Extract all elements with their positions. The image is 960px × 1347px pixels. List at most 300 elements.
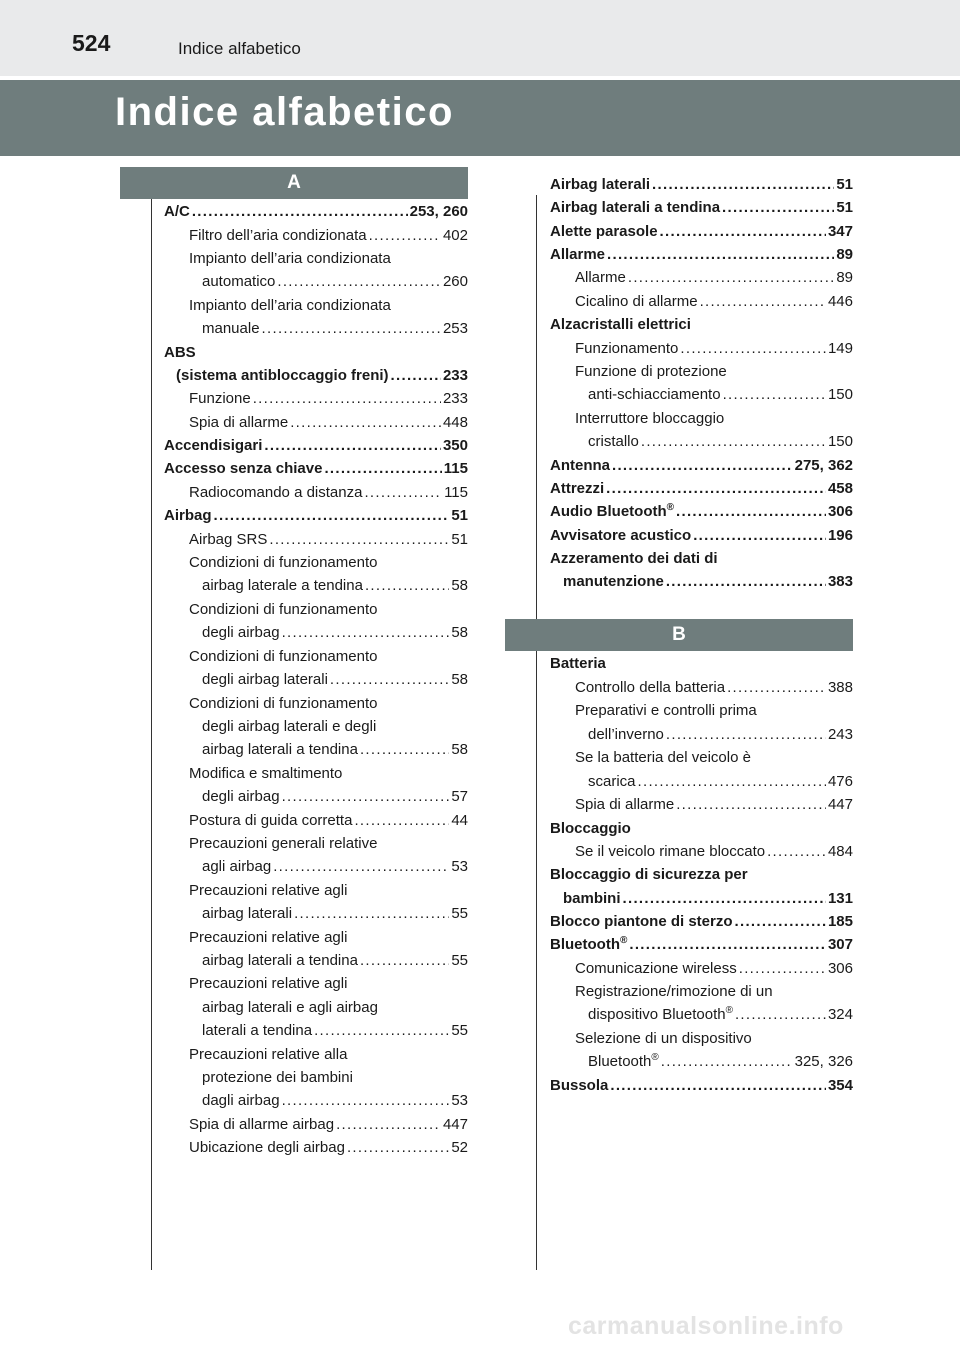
index-entry	[202, 319, 468, 339]
entry-term	[575, 982, 773, 1002]
entry-text: Allarme	[575, 269, 626, 286]
index-entry	[202, 951, 468, 971]
entry-page-ref: 260	[442, 273, 468, 290]
index-entry	[189, 1115, 468, 1135]
entry-term	[550, 819, 631, 839]
entry-page-ref: 307	[827, 936, 853, 953]
index-entry	[575, 795, 853, 815]
entry-text: Condizioni di funzionamento	[189, 554, 378, 571]
entry-text: Condizioni di funzionamento	[189, 648, 378, 665]
index-entry	[189, 834, 468, 854]
entry-term	[189, 974, 347, 994]
entry-term	[202, 272, 275, 292]
page-number: 524	[72, 30, 111, 56]
entry-term	[575, 362, 727, 382]
index-entry	[588, 432, 853, 452]
index-entry	[550, 865, 853, 885]
entry-text: dagli airbag	[202, 1092, 280, 1109]
entry-term	[189, 296, 391, 316]
entry-term	[189, 811, 352, 831]
entry-term	[189, 1045, 347, 1065]
entry-term	[202, 1091, 280, 1111]
dot-leader	[364, 483, 442, 503]
index-entry	[575, 842, 853, 862]
dot-leader	[739, 959, 826, 979]
entry-page-ref: 55	[451, 905, 468, 922]
entry-text: Blocco piantone di sterzo	[550, 913, 733, 930]
index-entry	[189, 764, 468, 784]
index-entry	[550, 526, 853, 546]
entry-page-ref: 446	[827, 293, 853, 310]
entry-term	[202, 1068, 353, 1088]
entry-term	[202, 998, 378, 1018]
entry-page-ref: 484	[827, 843, 853, 860]
index-entry	[164, 436, 468, 456]
entry-term	[575, 795, 674, 815]
entry-page-ref: 275, 362	[794, 457, 853, 474]
entry-text: Preparativi e controlli prima	[575, 702, 757, 719]
dot-leader	[693, 526, 826, 546]
dot-leader	[282, 623, 450, 643]
index-entry	[189, 226, 468, 246]
index-entry	[202, 717, 468, 737]
entry-text: bambini	[563, 890, 621, 907]
dot-leader	[253, 389, 441, 409]
entry-term	[202, 951, 358, 971]
entry-page-ref: 447	[827, 796, 853, 813]
section-b-header	[505, 619, 853, 651]
entry-term	[550, 549, 718, 569]
entry-text: Cicalino di allarme	[575, 293, 698, 310]
entry-text: Bluetooth	[588, 1053, 652, 1070]
index-entry	[189, 881, 468, 901]
dot-leader	[214, 506, 450, 526]
entry-page-ref: 253, 260	[409, 203, 468, 220]
entry-text: Airbag	[164, 507, 212, 524]
index-entry	[164, 343, 468, 363]
entry-term	[575, 339, 678, 359]
entry-term	[189, 694, 377, 714]
entry-text: (sistema antibloccaggio freni)	[176, 367, 389, 384]
entry-page-ref: 53	[451, 858, 468, 875]
dot-leader	[324, 459, 441, 479]
entry-term	[202, 740, 358, 760]
entry-page-ref: 354	[827, 1077, 853, 1094]
index-entry	[575, 292, 853, 312]
registered-mark: ®	[725, 1005, 733, 1016]
index-entry	[575, 678, 853, 698]
entry-text: degli airbag	[202, 624, 280, 641]
entry-text: Avvisatore acustico	[550, 527, 692, 544]
dot-leader	[676, 502, 826, 522]
dot-leader	[638, 772, 826, 792]
entry-text: degli airbag	[202, 788, 280, 805]
entry-text: Funzionamento	[575, 340, 679, 357]
entry-page-ref: 51	[451, 531, 468, 548]
entry-page-ref: 44	[451, 812, 468, 829]
entry-page-ref: 58	[451, 671, 468, 688]
index-entry	[189, 647, 468, 667]
entry-term	[189, 226, 367, 246]
entry-page-ref: 243	[827, 726, 853, 743]
entry-text: Spia di allarme	[575, 796, 675, 813]
entry-text: manuale	[202, 320, 260, 337]
entry-text: manutenzione	[563, 573, 664, 590]
index-entry	[563, 889, 853, 909]
entry-term	[550, 175, 650, 195]
entry-text: Se il veicolo rimane bloccato	[575, 843, 766, 860]
entry-term	[164, 506, 212, 526]
entry-text: ABS	[164, 344, 196, 361]
index-entry	[189, 389, 468, 409]
dot-leader	[294, 904, 449, 924]
dot-leader	[273, 857, 449, 877]
entry-term	[164, 202, 190, 222]
entry-term	[189, 881, 347, 901]
entry-term	[202, 670, 328, 690]
entry-text: Impianto dell’aria condizionata	[189, 297, 391, 314]
index-entry	[164, 506, 468, 526]
index-entry	[550, 502, 853, 522]
index-entry	[575, 959, 853, 979]
entry-page-ref: 58	[451, 624, 468, 641]
dot-leader	[623, 889, 826, 909]
entry-text: Radiocomando a distanza	[189, 484, 363, 501]
entry-term	[550, 1076, 608, 1096]
entry-text: Ubicazione degli airbag	[189, 1139, 345, 1156]
entry-term	[588, 1052, 659, 1072]
index-entry	[563, 572, 853, 592]
entry-page-ref: 402	[442, 227, 468, 244]
entry-text: Bloccaggio di sicurezza per	[550, 866, 748, 883]
dot-leader	[314, 1021, 449, 1041]
dot-leader	[727, 678, 826, 698]
entry-term	[575, 842, 765, 862]
entry-term	[575, 292, 698, 312]
dot-leader	[354, 811, 449, 831]
section-letter-b: B	[505, 619, 853, 651]
index-entry	[588, 725, 853, 745]
entry-term	[550, 935, 627, 955]
dot-leader	[282, 1091, 450, 1111]
entry-text: Bloccaggio	[550, 820, 631, 837]
dot-leader	[330, 670, 449, 690]
entry-text: degli airbag laterali	[202, 671, 328, 688]
dot-leader	[192, 202, 408, 222]
entry-term	[550, 654, 606, 674]
entry-text: Filtro dell’aria condizionata	[189, 227, 367, 244]
entry-term	[575, 409, 724, 429]
index-entry	[550, 175, 853, 195]
entry-term	[575, 959, 737, 979]
entry-term	[189, 389, 251, 409]
index-entry	[550, 456, 853, 476]
entry-text: dispositivo Bluetooth	[588, 1006, 726, 1023]
entry-term	[202, 576, 363, 596]
dot-leader	[767, 842, 826, 862]
entry-term	[189, 483, 362, 503]
index-entry	[189, 296, 468, 316]
entry-term	[550, 245, 605, 265]
entry-term	[202, 1021, 312, 1041]
dot-leader	[391, 366, 441, 386]
registered-mark: ®	[619, 935, 628, 946]
dot-leader	[661, 1052, 793, 1072]
index-entry	[550, 549, 853, 569]
index-entry	[164, 459, 468, 479]
entry-text: Precauzioni relative agli	[189, 882, 348, 899]
entry-text: Interruttore bloccaggio	[575, 410, 725, 427]
entry-page-ref: 51	[451, 507, 468, 524]
index-entry	[202, 857, 468, 877]
index-entry	[575, 362, 853, 382]
dot-leader	[264, 436, 441, 456]
section-a-header	[120, 167, 468, 199]
entry-text: Registrazione/rimozione di un	[575, 983, 773, 1000]
entry-term	[550, 865, 748, 885]
index-entry	[189, 249, 468, 269]
entry-term	[202, 904, 292, 924]
dot-leader	[610, 1076, 826, 1096]
entry-text: Audio Bluetooth	[550, 503, 667, 520]
index-entry	[588, 772, 853, 792]
entry-page-ref: 89	[836, 269, 853, 286]
dot-leader	[262, 319, 441, 339]
entry-page-ref: 52	[451, 1139, 468, 1156]
entry-term	[575, 701, 757, 721]
entry-term	[550, 502, 674, 522]
dot-leader	[360, 951, 449, 971]
entry-term	[189, 928, 347, 948]
dot-leader	[628, 268, 834, 288]
entry-term	[202, 717, 376, 737]
entry-page-ref: 458	[827, 480, 853, 497]
entry-page-ref: 150	[827, 386, 853, 403]
entry-term	[575, 678, 725, 698]
dot-leader	[666, 725, 826, 745]
entry-term	[575, 748, 751, 768]
dot-leader	[269, 530, 449, 550]
entry-term	[550, 222, 658, 242]
entry-term	[189, 764, 342, 784]
entry-text: Spia di allarme	[189, 414, 289, 431]
entry-page-ref: 149	[827, 340, 853, 357]
entry-text: cristallo	[588, 433, 639, 450]
entry-page-ref: 383	[827, 573, 853, 590]
index-entry	[575, 748, 853, 768]
entry-page-ref: 55	[451, 952, 468, 969]
entry-page-ref: 55	[451, 1022, 468, 1039]
dot-leader	[606, 479, 826, 499]
entry-text: Bluetooth	[550, 936, 620, 953]
entry-page-ref: 306	[827, 503, 853, 520]
index-entry	[189, 483, 468, 503]
entry-text: airbag laterale a tendina	[202, 577, 363, 594]
entry-text: airbag laterali a tendina	[202, 741, 358, 758]
entry-text: Condizioni di funzionamento	[189, 601, 378, 618]
entry-text: Se la batteria del veicolo è	[575, 749, 751, 766]
index-entry	[189, 694, 468, 714]
entry-term	[189, 553, 377, 573]
entry-text: laterali a tendina	[202, 1022, 313, 1039]
entry-page-ref: 233	[442, 367, 468, 384]
index-entry	[202, 740, 468, 760]
entry-page-ref: 57	[451, 788, 468, 805]
column-rule-right	[536, 195, 537, 1270]
entry-page-ref: 58	[451, 577, 468, 594]
index-entry	[550, 935, 853, 955]
entry-term	[164, 436, 262, 456]
dot-leader	[641, 432, 826, 452]
entry-text: Accesso senza chiave	[164, 460, 323, 477]
index-entry	[550, 245, 853, 265]
entry-term	[189, 413, 288, 433]
entry-text: Bussola	[550, 1077, 609, 1094]
dot-leader	[612, 456, 793, 476]
index-entry	[189, 530, 468, 550]
entry-page-ref: 233	[442, 390, 468, 407]
entry-text: Airbag laterali	[550, 176, 651, 193]
entry-text: agli airbag	[202, 858, 272, 875]
index-entry	[202, 272, 468, 292]
dot-leader	[369, 226, 441, 246]
entry-page-ref: 447	[442, 1116, 468, 1133]
dot-leader	[666, 572, 826, 592]
entry-text: scarica	[588, 773, 636, 790]
dot-leader	[277, 272, 441, 292]
entry-text: Modifica e smaltimento	[189, 765, 343, 782]
entry-text: Controllo della batteria	[575, 679, 726, 696]
dot-leader	[347, 1138, 449, 1158]
dot-leader	[365, 576, 449, 596]
entry-page-ref: 476	[827, 773, 853, 790]
entry-term	[189, 600, 377, 620]
index-entry	[202, 904, 468, 924]
entry-term	[550, 315, 691, 335]
entry-text: airbag laterali	[202, 905, 293, 922]
dot-leader	[676, 795, 826, 815]
index-entry	[189, 600, 468, 620]
index-entry	[189, 553, 468, 573]
dot-leader	[629, 935, 826, 955]
entry-text: Alzacristalli elettrici	[550, 316, 691, 333]
column-rule-left	[151, 195, 152, 1270]
entry-term	[550, 198, 720, 218]
dot-leader	[652, 175, 834, 195]
index-entry	[550, 654, 853, 674]
index-entry	[575, 701, 853, 721]
entry-page-ref: 325, 326	[794, 1053, 853, 1070]
entry-page-ref: 350	[442, 437, 468, 454]
index-entry	[575, 982, 853, 1002]
entry-term	[550, 456, 610, 476]
dot-leader	[282, 787, 450, 807]
entry-page-ref: 185	[827, 913, 853, 930]
entry-term	[588, 385, 721, 405]
entry-text: Airbag laterali a tendina	[550, 199, 721, 216]
dot-leader	[735, 1005, 826, 1025]
entry-text: Selezione di un dispositivo	[575, 1030, 752, 1047]
entry-text: Funzione di protezione	[575, 363, 727, 380]
index-entry	[189, 1045, 468, 1065]
index-entry	[202, 1068, 468, 1088]
dot-leader	[607, 245, 834, 265]
index-entry	[550, 1076, 853, 1096]
entry-text: A/C	[164, 203, 190, 220]
entry-text: airbag laterali a tendina	[202, 952, 358, 969]
entry-page-ref: 58	[451, 741, 468, 758]
section-letter-a: A	[120, 167, 468, 199]
entry-page-ref: 388	[827, 679, 853, 696]
entry-term	[189, 1138, 345, 1158]
entry-term	[588, 432, 639, 452]
entry-text: Attrezzi	[550, 480, 605, 497]
entry-text: Airbag SRS	[189, 531, 268, 548]
index-entry	[575, 1029, 853, 1049]
entry-page-ref: 347	[827, 223, 853, 240]
entry-page-ref: 324	[827, 1006, 853, 1023]
dot-leader	[680, 339, 826, 359]
page-header	[0, 0, 960, 76]
index-entry	[550, 315, 853, 335]
index-entry	[189, 928, 468, 948]
dot-leader	[700, 292, 826, 312]
entry-page-ref: 89	[836, 246, 853, 263]
entry-text: Precauzioni relative alla	[189, 1046, 348, 1063]
entry-text: Alette parasole	[550, 223, 658, 240]
index-entry	[202, 1021, 468, 1041]
index-entry	[550, 819, 853, 839]
entry-page-ref: 51	[836, 176, 853, 193]
entry-text: Azzeramento dei dati di	[550, 550, 718, 567]
entry-page-ref: 115	[443, 460, 468, 477]
entry-text: Spia di allarme airbag	[189, 1116, 335, 1133]
entry-term	[202, 319, 260, 339]
entry-page-ref: 448	[442, 414, 468, 431]
index-entry	[550, 198, 853, 218]
index-entry	[575, 409, 853, 429]
entry-term	[202, 787, 280, 807]
index-entry	[202, 576, 468, 596]
entry-text: Impianto dell’aria condizionata	[189, 250, 391, 267]
entry-term	[550, 479, 604, 499]
index-entry	[550, 222, 853, 242]
entry-term	[550, 912, 733, 932]
index-entry	[550, 479, 853, 499]
index-entry	[202, 623, 468, 643]
dot-leader	[336, 1115, 441, 1135]
entry-text: Precauzioni relative agli	[189, 975, 348, 992]
entry-text: anti-schiacciamento	[588, 386, 721, 403]
entry-text: airbag laterali e agli airbag	[202, 999, 378, 1016]
entry-term	[588, 725, 664, 745]
index-entry	[189, 974, 468, 994]
entry-text: Antenna	[550, 457, 610, 474]
dot-leader	[722, 198, 834, 218]
index-entry	[575, 339, 853, 359]
entry-term	[588, 1005, 733, 1025]
dot-leader	[660, 222, 826, 242]
index-entry	[588, 385, 853, 405]
entry-page-ref: 53	[451, 1092, 468, 1109]
entry-page-ref: 306	[827, 960, 853, 977]
index-entry	[202, 1091, 468, 1111]
entry-term	[189, 530, 267, 550]
index-entry	[164, 202, 468, 222]
index-entry	[588, 1005, 853, 1025]
index-entry	[202, 787, 468, 807]
dot-leader	[735, 912, 826, 932]
